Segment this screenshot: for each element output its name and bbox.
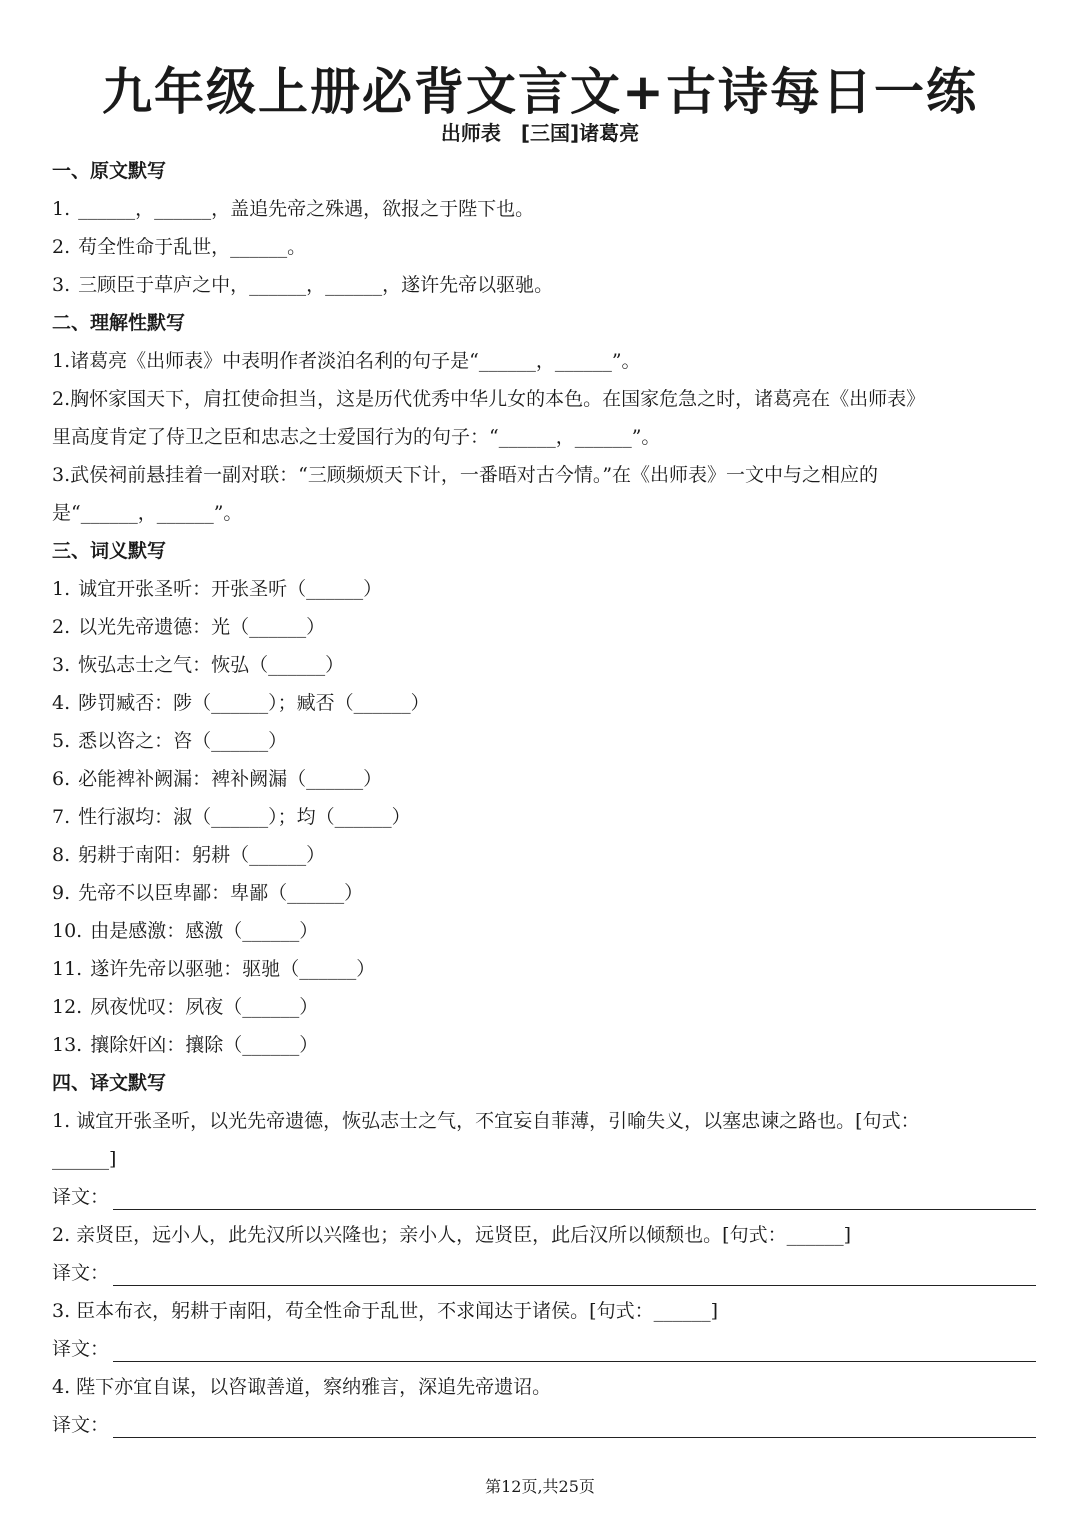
answer-line[interactable] [113, 1257, 1036, 1286]
question-number: 1. [52, 578, 71, 600]
question-text: 躬耕于南阳：躬耕（______） [78, 844, 326, 866]
question-text: 恢弘志士之气：恢弘（______） [78, 654, 345, 676]
question-text: 遂许先帝以驱驰：驱驰（______） [90, 958, 376, 980]
question-text: 攘除奸凶：攘除（______） [90, 1034, 319, 1056]
question-2-1: 1.诸葛亮《出师表》中表明作者淡泊名利的句子是“______，______”。 [52, 350, 641, 372]
question-number: 8. [52, 844, 71, 866]
vocab-item [52, 912, 1036, 950]
translation-label: 译文： [52, 1414, 110, 1436]
translation-label: 译文： [52, 1186, 110, 1208]
question-number: 6. [52, 768, 71, 790]
question-number: 3. [52, 274, 71, 296]
translation-answer-2 [52, 1254, 1036, 1292]
vocab-item [52, 684, 1036, 722]
question-text: 必能裨补阙漏：裨补阙漏（______） [78, 768, 383, 790]
section-heading-2: 二、理解性默写 [52, 312, 186, 334]
question-text: 先帝不以臣卑鄙：卑鄙（______） [78, 882, 364, 904]
question-1-1 [52, 190, 1036, 228]
vocab-item [52, 1026, 1036, 1064]
vocab-item [52, 722, 1036, 760]
vocab-item [52, 798, 1036, 836]
page-subtitle: 出师表 [三国]诸葛亮 [440, 121, 640, 145]
question-number: 5. [52, 730, 71, 752]
question-2-2-line-1: 2.胸怀家国天下，肩扛使命担当，这是历代优秀中华儿女的本色。在国家危急之时，诸葛亮在《出师表》 [52, 388, 926, 410]
question-number: 3. [52, 654, 71, 676]
page-title: 九年级上册必背文言文+古诗每日一练 [102, 63, 978, 121]
question-number: 12. [52, 996, 83, 1018]
vocab-item [52, 608, 1036, 646]
translation-label: 译文： [52, 1262, 110, 1284]
question-number: 7. [52, 806, 71, 828]
vocab-item [52, 646, 1036, 684]
vocab-item [52, 760, 1036, 798]
question-number: 9. [52, 882, 71, 904]
vocab-item [52, 836, 1036, 874]
question-number: 1. [52, 198, 71, 220]
translation-answer-3 [52, 1330, 1036, 1368]
question-text: ______，______，盖追先帝之殊遇，欲报之于陛下也。 [78, 198, 535, 220]
question-number: 2. [52, 236, 71, 258]
question-text: 三顾臣于草庐之中，______，______，遂许先帝以驱驰。 [78, 274, 554, 296]
translation-answer-4 [52, 1406, 1036, 1444]
question-1-2 [52, 228, 1036, 266]
translation-answer-1 [52, 1178, 1036, 1216]
question-number: 13. [52, 1034, 83, 1056]
question-2-2-line-2: 里高度肯定了侍卫之臣和忠志之士爱国行为的句子：“______，______”。 [52, 426, 661, 448]
vocab-item [52, 988, 1036, 1026]
translation-question-2: 2. 亲贤臣，远小人，此先汉所以兴隆也；亲小人，远贤臣，此后汉所以倾颓也。[句式：______] [52, 1224, 851, 1246]
question-1-3 [52, 266, 1036, 304]
question-text: 悉以咨之：咨（______） [78, 730, 288, 752]
question-2-3-line-1: 3.武侯祠前悬挂着一副对联：“三顾频烦天下计，一番晤对古今情。”在《出师表》一文中与之相应的 [52, 464, 879, 486]
answer-line[interactable] [113, 1409, 1036, 1438]
translation-label: 译文： [52, 1338, 110, 1360]
question-number: 11. [52, 958, 83, 980]
worksheet-content [52, 152, 1036, 1444]
translation-question-4: 4. 陛下亦宜自谋，以咨诹善道，察纳雅言，深追先帝遗诏。 [52, 1376, 552, 1398]
question-number: 4. [52, 692, 71, 714]
vocab-item [52, 950, 1036, 988]
question-text: 以光先帝遗德：光（______） [78, 616, 326, 638]
answer-line[interactable] [113, 1181, 1036, 1210]
question-text: 性行淑均：淑（______）；均（______） [78, 806, 411, 828]
page-number: 第12页,共25页 [485, 1477, 595, 1496]
question-2-3-line-2: 是“______，______”。 [52, 502, 243, 524]
answer-line[interactable] [113, 1333, 1036, 1362]
translation-question-1-line-2: ______] [52, 1148, 117, 1170]
section-heading-3: 三、词义默写 [52, 540, 167, 562]
translation-question-3: 3. 臣本布衣，躬耕于南阳，苟全性命于乱世，不求闻达于诸侯。[句式：______] [52, 1300, 718, 1322]
question-number: 10. [52, 920, 83, 942]
question-text: 诚宜开张圣听：开张圣听（______） [78, 578, 383, 600]
vocab-item [52, 874, 1036, 912]
section-heading-1: 一、原文默写 [52, 160, 167, 182]
section-heading-4: 四、译文默写 [52, 1072, 167, 1094]
question-text: 由是感激：感激（______） [90, 920, 319, 942]
question-text: 陟罚臧否：陟（______）；臧否（______） [78, 692, 430, 714]
question-text: 夙夜忧叹：夙夜（______） [90, 996, 319, 1018]
question-text: 苟全性命于乱世，______。 [78, 236, 307, 258]
translation-question-1-line-1: 1. 诚宜开张圣听，以光先帝遗德，恢弘志士之气，不宜妄自菲薄，引喻失义，以塞忠谏之路也。[句式： [52, 1110, 920, 1132]
vocab-item [52, 570, 1036, 608]
question-number: 2. [52, 616, 71, 638]
